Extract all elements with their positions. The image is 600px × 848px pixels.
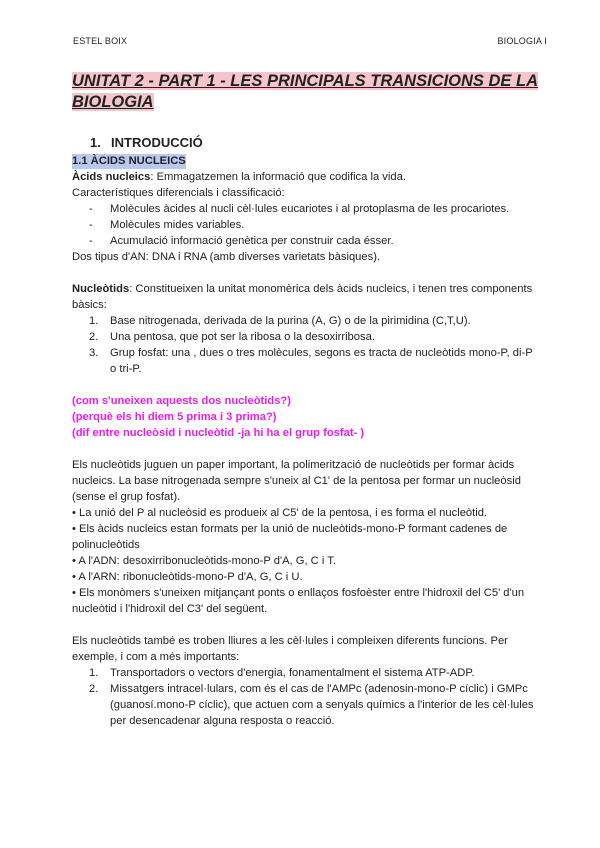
acids-definition [72,169,534,185]
list-item [72,665,534,681]
list-item-text: Missatgers intracel·lulars, com és el cas de l'AMPc (adenosin-mono-P cíclic) i GMPc (guanosí.mono-P cíclic), que actuen com a senyals químics a l'interior de les cèl·lules per desencadenar alguna resposta o reacció. [110,683,534,727]
acids-definition-text: : Emmagatzemen la informació que codifica la vida. [150,171,406,183]
dot-item: • La unió del P al nucleòsid es produeix al C5' de la pentosa, i es forma el nucleòtid. [72,507,488,519]
list-item-text: Grup fosfat: una , dues o tres molècules, segons es tracta de nucleòtids mono-P, di-P o tri-P. [110,347,533,375]
list-item-text: Transportadors o vectors d'energia, fonamentalment el sistema ATP-ADP. [110,667,475,679]
acids-types: Dos tipus d'AN: DNA i RNA (amb diverses varietats bàsiques). [72,251,381,263]
number-marker: 1. [89,667,99,679]
question-note: (perquè els hi diem 5 prima i 3 prima?) [72,411,277,423]
number-marker: 2. [89,683,99,695]
functions-paragraph: Els nucleòtids també es troben lliures a les cèl·lules i compleixen diferents funcions. Per exemple, i com a més importants: [72,635,508,663]
polymerization-paragraph: Els nucleòtids juguen un paper important, la polimerització de nucleòtids per formar àcids nucleics. La base nitrogenada sempre s'uneix al C1' de la pentosa per formar un nucleòsid (sense el grup fosfat). [72,459,521,503]
acids-bullet-list [72,201,534,249]
spacer [72,265,534,281]
list-item-text: Molècules àcides al nucli cèl·lules eucariotes i al protoplasma de les procariotes. [110,203,510,215]
spacer [72,617,534,633]
number-marker: 1. [89,315,99,327]
number-marker: 3. [89,347,99,359]
page-title-text: UNITAT 2 - PART 1 - LES PRINCIPALS TRANSICIONS DE LA BIOLOGIA [72,72,538,111]
functions-list [72,665,534,729]
dot-item: • Els monòmers s'uneixen mitjançant ponts o enllaços fosfoèster entre l'hidroxil del C5' d'un nucleòtid i l'hidroxil del C3' del següent. [72,587,525,615]
list-item [72,345,534,377]
dash-marker: - [89,235,93,247]
dot-item: • Els àcids nucleics estan formats per la unió de nucleòtids-mono-P formant cadenes de polinucleòtids [72,523,508,551]
nucleotids-definition [72,281,534,313]
acids-characteristics: Característiques diferencials i classificació: [72,187,285,199]
nucleotids-component-list [72,313,534,377]
spacer [72,441,534,457]
dash-marker: - [89,203,93,215]
dot-item: • A l'ADN: desoxirribonucleòtids-mono-P d'A, G, C i T. [72,555,336,567]
list-item-text: Una pentosa, que pot ser la ribosa o la desoxirribosa. [110,331,375,343]
list-item [72,201,534,217]
list-item [72,217,534,233]
dash-marker: - [89,219,93,231]
acids-term: Àcids nucleics [72,171,151,183]
document-body [72,134,534,729]
subsection-heading-acids: 1.1 ÀCIDS NUCLEICS [72,155,186,167]
number-marker: 2. [89,331,99,343]
nucleotids-definition-text: : Constitueixen la unitat monomèrica dels àcids nucleics, i tenen tres components bàsics: [72,283,533,311]
section-number: 1. [90,135,101,150]
list-item [72,313,534,329]
list-item-text: Acumulació informació genètica per construir cada ésser. [110,235,394,247]
nucleotids-term: Nucleòtids [72,283,130,295]
spacer [72,377,534,393]
section-label: INTRODUCCIÓ [111,135,203,150]
list-item [72,329,534,345]
page-title [72,71,542,113]
list-item [72,681,534,729]
header-author: ESTEL BOIX [73,36,128,46]
question-note: (dif entre nucleòsid i nucleòtid -ja hi ha el grup fosfat- ) [72,427,365,439]
list-item-text: Molècules mides variables. [110,219,245,231]
question-note: (com s'uneixen aquests dos nucleòtids?) [72,395,291,407]
list-item [72,233,534,249]
list-item-text: Base nitrogenada, derivada de la purina (A, G) o de la pirimidina (C,T,U). [110,315,471,327]
section-heading-introduccio [90,134,534,151]
dot-item: • A l'ARN: ribonucleòtids-mono-P d'A, G, C i U. [72,571,303,583]
header-subject: BIOLOGIA I [497,36,547,46]
